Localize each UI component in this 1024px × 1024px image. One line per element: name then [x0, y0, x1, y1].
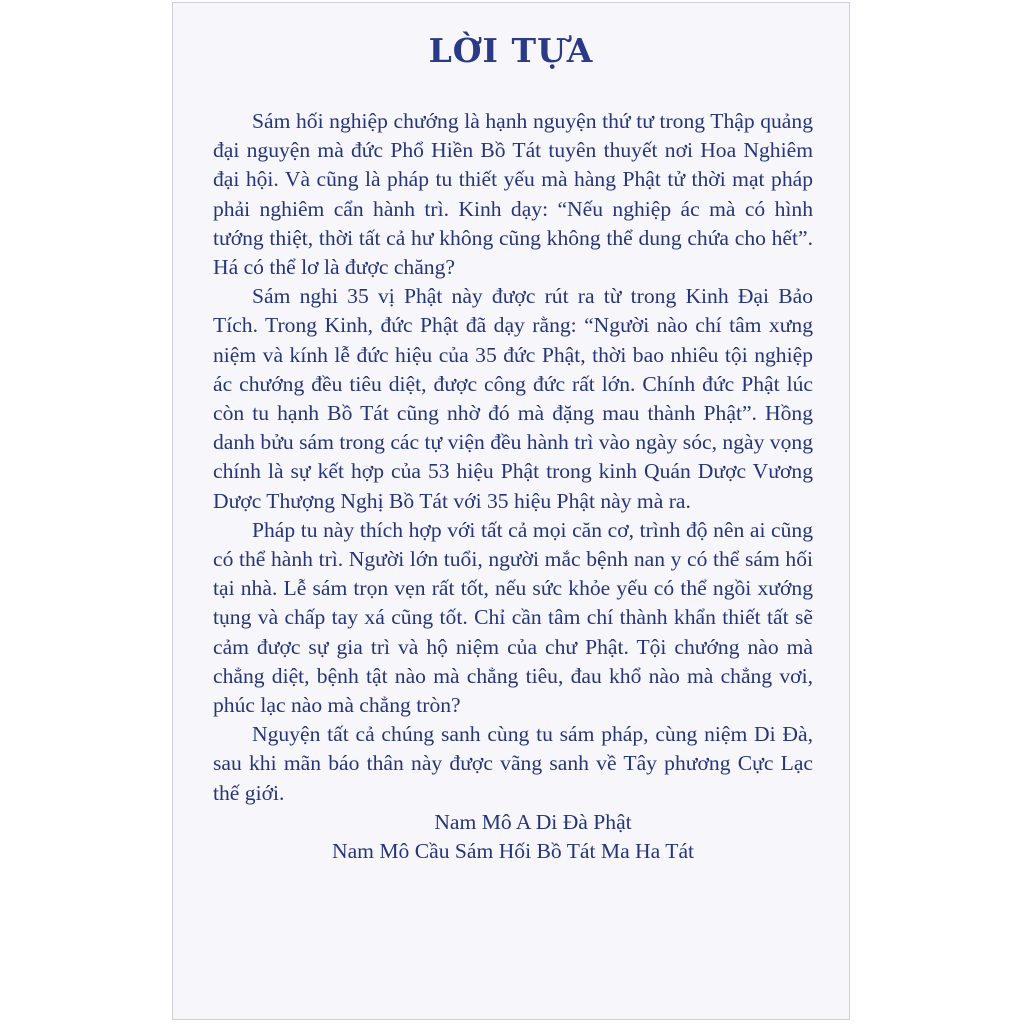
- closing-line-1: Nam Mô A Di Đà Phật: [434, 809, 632, 834]
- page-title: LỜI TỰA: [428, 31, 594, 70]
- closing-line-2: Nam Mô Cầu Sám Hối Bồ Tát Ma Ha Tát: [331, 839, 695, 864]
- paragraph-2: Sám nghi 35 vị Phật này được rút ra từ trong Kinh Đại Bảo Tích. Trong Kinh, đức Phật đã dạy rằng: “Người nào chí tâm xưng niệm và kính lễ đức hiệu của 35 đức Phật, thời bao nhiêu tội nghiệp ác chướng đều tiêu diệt, được công đức rất lớn. Chính đức Phật lúc còn tu hạnh Bồ Tát cũng nhờ đó mà đặng mau thành Phật”. Hồng danh bửu sám trong các tự viện đều hành trì vào ngày sóc, ngày vọng chính là sự kết hợp của 53 hiệu Phật trong kinh Quán Dược Vương Dược Thượng Nghị Bồ Tát với 35 hiệu Phật này mà ra.: [213, 284, 813, 513]
- paragraph-1: Sám hối nghiệp chướng là hạnh nguyện thứ tư trong Thập quảng đại nguyện mà đức Phổ Hiền Bồ Tát tuyên thuyết nơi Hoa Nghiêm đại hội. Và cũng là pháp tu thiết yếu mà hàng Phật tử thời mạt pháp phải nghiêm cẩn hành trì. Kinh dạy: “Nếu nghiệp ác mà có hình tướng thiệt, thời tất cả hư không cũng không thể dung chứa cho hết”. Há có thể lơ là được chăng?: [213, 109, 813, 280]
- paragraph-3: Pháp tu này thích hợp với tất cả mọi căn cơ, trình độ nên ai cũng có thể hành trì. Người lớn tuổi, người mắc bệnh nan y có thể sám hối tại nhà. Lễ sám trọn vẹn rất tốt, nếu sức khỏe yếu có thể ngồi xướng tụng và chấp tay xá cũng tốt. Chỉ cần tâm chí thành khẩn thiết tất sẽ cảm được sự gia trì và hộ niệm của chư Phật. Tội chướng nào mà chẳng diệt, bệnh tật nào mà chẳng tiêu, đau khổ nào mà chẳng vơi, phúc lạc nào mà chẳng tròn?: [213, 517, 813, 718]
- paragraph-4: Nguyện tất cả chúng sanh cùng tu sám pháp, cùng niệm Di Đà, sau khi mãn báo thân này được vãng sanh về Tây phương Cực Lạc thế giới.: [213, 722, 813, 805]
- book-page: [172, 2, 850, 1020]
- page-body: [213, 107, 813, 866]
